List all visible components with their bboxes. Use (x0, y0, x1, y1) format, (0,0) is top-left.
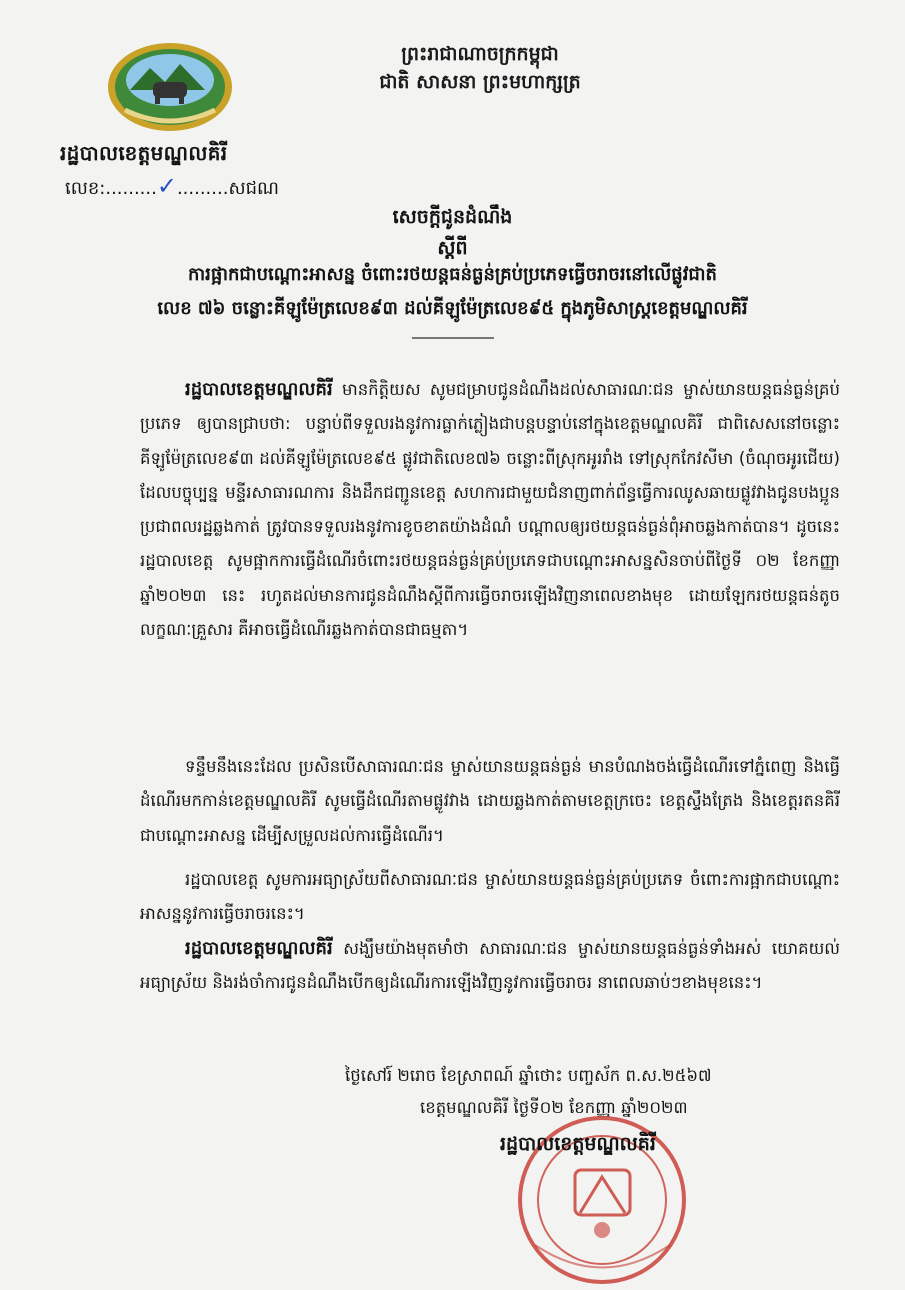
paragraph-3-text: រដ្ឋបាលខេត្ត សូមការអធ្យាស្រ័យពីសាធារណៈជន ម្ចាស់យានយន្តធន់ធ្ងន់គ្រប់ប្រភេទ ចំពោះការផ្អាកជាបណ្តោះអាសន្ននូវការធ្វើចរាចរនេះ។ (140, 870, 840, 924)
paragraph-4 (140, 932, 840, 1001)
subject-line-1: ការផ្អាកជាបណ្តោះអាសន្ន ចំពោះរថយន្តធន់ធ្ងន់គ្រប់ប្រភេទធ្វើចរាចរនៅលើផ្លូវជាតិ (188, 264, 717, 285)
nation-religion-king-line: ជាតិ សាសនា ព្រះមហាក្សត្រ (379, 71, 581, 93)
subject-line-2: លេខ ៧៦ ចន្លោះគីឡូម៉ែត្រលេខ៩៣ ដល់គីឡូម៉ែត្រលេខ៩៥ ក្នុងភូមិសាស្ត្រខេត្តមណ្ឌលគិរី (157, 298, 748, 319)
place-and-date: ខេត្តមណ្ឌលគិរី ថ្ងៃទី០២ ខែកញ្ញា ឆ្នាំ២០២៣ (420, 1098, 688, 1117)
paragraph-4-text: សង្ឃឹមយ៉ាងមុតមាំថា សាធារណៈជន ម្ចាស់យានយន្តធន់ធ្ងន់ទាំងអស់ យោគយល់អធ្យាស្រ័យ និងរង់ចាំការជូនដំណឹងបើកឲ្យដំណើរការឡើងវិញនូវការធ្វើចរាចរ នាពេលឆាប់ៗខាងមុខនេះ។ (140, 939, 840, 993)
reference-number (65, 172, 279, 203)
lunar-date: ថ្ងៃសៅរ៍ ២រោច ខែស្រាពណ៍ ឆ្នាំថោះ បញ្ចស័ក ព.ស.២៥៦៧ (345, 1066, 712, 1085)
check-mark-icon: ✓ (156, 172, 177, 200)
issuing-authority: រដ្ឋបាលខេត្តមណ្ឌលគិរី (60, 141, 228, 165)
reference-suffix: .........សជណ (176, 178, 279, 199)
document-title: សេចក្តីជូនដំណឹង (392, 206, 513, 228)
paragraph-4-lead: រដ្ឋបាលខេត្តមណ្ឌលគិរី (185, 938, 333, 959)
paragraph-1-lead: រដ្ឋបាលខេត្តមណ្ឌលគិរី (185, 379, 333, 400)
paragraph-1-text: មានកិត្តិយស សូមជម្រាបជូនដំណឹងដល់សាធារណៈជន ម្ចាស់យានយន្តធន់ធ្ងន់គ្រប់ប្រភេទ ឲ្យបានជ្រាបថា: បន្ទាប់ពីទទួលរងនូវការធ្លាក់ភ្លៀងជាបន្តបន្ទាប់នៅក្នុងខេត្តមណ្ឌលគិរី ជាពិសេសនៅចន្លោះគីឡូម៉ែត្រលេខ៩៣ ដល់គីឡូម៉ែត្រលេខ៩៥ ផ្លូវជាតិលេខ៧៦ ចន្លោះពីស្រុកអូររាំង ទៅស្រុកកែវសីមា (ចំណុចអូរជើយ) ដែលបច្ចុប្បន្ន មន្ទីរសាធារណការ និងដឹកជញ្ជូនខេត្ត សហការជាមួយជំនាញពាក់ព័ន្ធធ្វើការឈូសឆាយផ្លូវវាងជូនបងប្អូនប្រជាពលរដ្ឋឆ្លងកាត់ ត្រូវបានទទួលរងនូវការខូចខាតយ៉ាងដំណំ បណ្តាលឲ្យរថយន្តធន់ធ្ងន់ពុំអាចឆ្លងកាត់បាន។ ដូចនេះរដ្ឋបាលខេត្ត សូមផ្អាកការធ្វើដំណើរចំពោះរថយន្តធន់ធ្ងន់គ្រប់ប្រភេទជាបណ្តោះអាសន្នសិនចាប់ពីថ្ងៃទី ០២ ខែកញ្ញា ឆ្នាំ២០២៣ នេះ រហូតដល់មានការជូនដំណឹងស្តីពីការធ្វើចរាចរឡើងវិញនាពេលខាងមុខ ដោយឡែករថយន្តធន់តូចលក្ខណៈគ្រួសារ គឺអាចធ្វើដំណើរឆ្លងកាត់បានជាធម្មតា។ (140, 380, 840, 640)
kingdom-line: ព្រះរាជាណាចក្រកម្ពុជា (401, 43, 559, 65)
provincial-emblem-icon (105, 40, 235, 135)
kingdom-header (330, 40, 630, 96)
paragraph-2-text: ទន្ទឹមនឹងនេះដែល ប្រសិនបើសាធារណៈជន ម្ចាស់យានយន្តធន់ធ្ងន់ មានបំណងចង់ធ្វើដំណើរទៅភ្នំពេញ និងធ្វើដំណើរមកកាន់ខេត្តមណ្ឌលគិរី សូមធ្វើដំណើរតាមផ្លូវវាង ដោយឆ្លងកាត់តាមខេត្តក្រចេះ ខេត្តស្ទឹងត្រែង និងខេត្តរតនគិរី ជាបណ្តោះអាសន្ន ដើម្បីសម្រួលដល់ការធ្វើដំណើរ។ (140, 757, 840, 845)
signatory: រដ្ឋបាលខេត្តមណ្ឌលគិរី (500, 1133, 656, 1155)
reference-label: លេខ:......... (65, 178, 157, 199)
title-about: ស្តីពី (437, 237, 468, 259)
paragraph-2 (140, 750, 840, 853)
paragraph-3 (140, 863, 840, 932)
paragraph-1 (140, 373, 840, 647)
title-divider (412, 337, 494, 339)
